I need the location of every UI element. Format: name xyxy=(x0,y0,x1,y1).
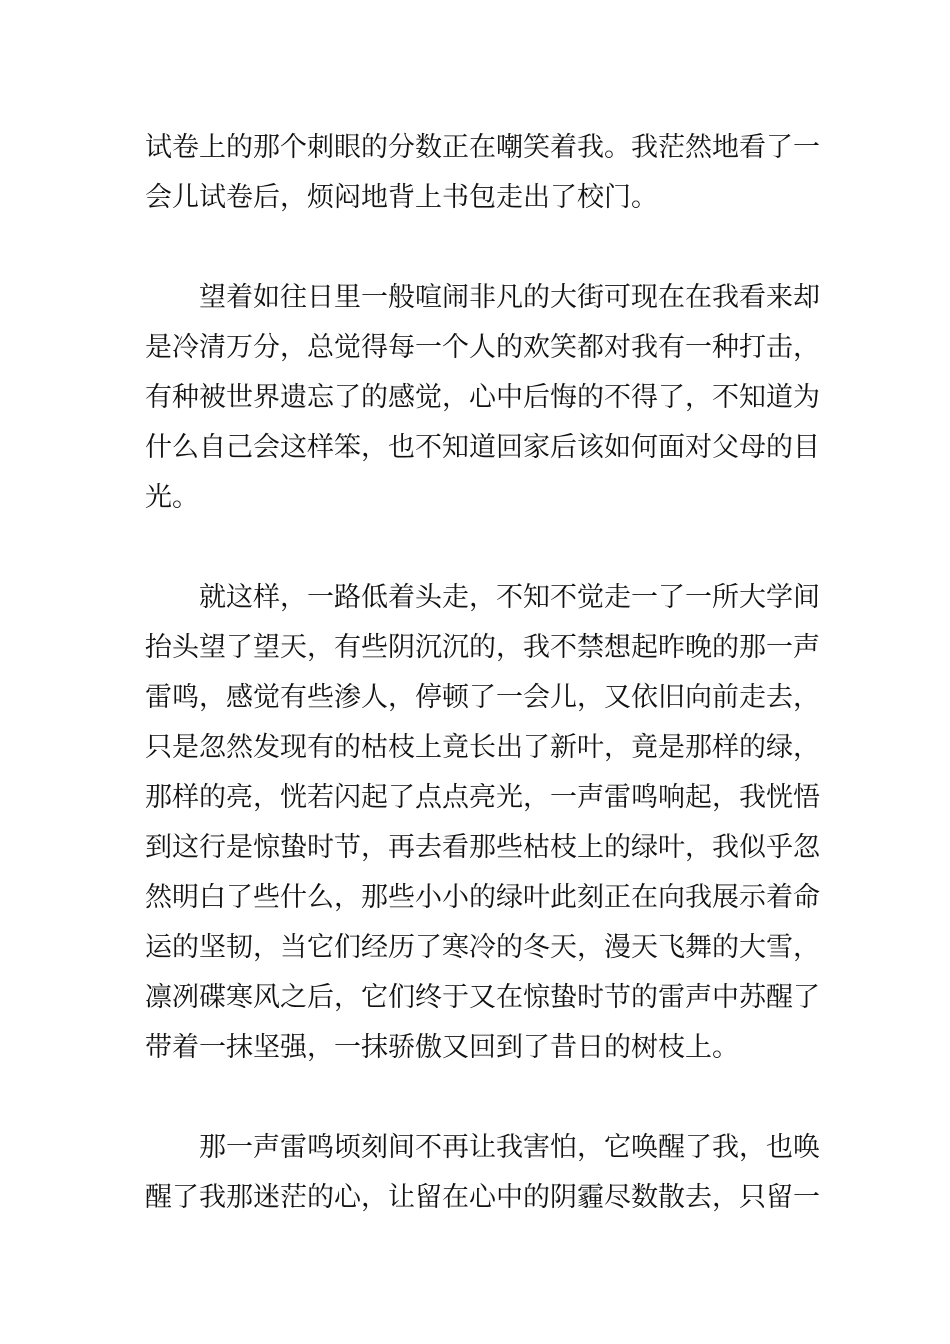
paragraph-1-line-1: 试卷上的那个刺眼的分数正在嘲笑着我。我茫然地看了一 xyxy=(145,132,820,163)
paragraph-1-line-2: 会儿试卷后，烦闷地背上书包走出了校门。 xyxy=(145,182,658,213)
paragraph-2-line-1: 望着如往日里一般喧闹非凡的大街可现在在我看来却 xyxy=(199,282,820,313)
paragraph-2-line-2: 是冷清万分，总觉得每一个人的欢笑都对我有一种打击， xyxy=(145,332,820,363)
paragraph-3-line-1: 就这样，一路低着头走，不知不觉走一了一所大学间 xyxy=(199,582,820,613)
paragraph-4-line-2: 醒了我那迷茫的心，让留在心中的阴霾尽数散去，只留一 xyxy=(145,1182,820,1213)
paragraph-3-line-6: 到这行是惊蛰时节，再去看那些枯枝上的绿叶，我似乎忽 xyxy=(145,832,820,863)
paragraph-2-line-3: 有种被世界遗忘了的感觉，心中后悔的不得了，不知道为 xyxy=(145,382,820,413)
paragraph-3-line-9: 凛冽碟寒风之后，它们终于又在惊蛰时节的雷声中苏醒了 xyxy=(145,982,820,1013)
document-page xyxy=(145,123,820,1223)
paragraph-3-line-7: 然明白了些什么，那些小小的绿叶此刻正在向我展示着命 xyxy=(145,882,820,913)
paragraph-3 xyxy=(145,573,820,1073)
paragraph-4 xyxy=(145,1123,820,1223)
paragraph-3-line-2: 抬头望了望天，有些阴沉沉的，我不禁想起昨晚的那一声 xyxy=(145,632,820,663)
paragraph-2-line-5: 光。 xyxy=(145,482,199,513)
paragraph-2-line-4: 什么自己会这样笨，也不知道回家后该如何面对父母的目 xyxy=(145,432,820,463)
paragraph-3-line-5: 那样的亮，恍若闪起了点点亮光，一声雷鸣响起，我恍悟 xyxy=(145,782,820,813)
paragraph-3-line-10: 带着一抹坚强，一抹骄傲又回到了昔日的树枝上。 xyxy=(145,1032,739,1063)
paragraph-1 xyxy=(145,123,820,223)
paragraph-gap xyxy=(145,523,810,573)
paragraph-3-line-8: 运的坚韧，当它们经历了寒冷的冬天，漫天飞舞的大雪， xyxy=(145,932,820,963)
paragraph-3-line-4: 只是忽然发现有的枯枝上竟长出了新叶，竟是那样的绿， xyxy=(145,732,820,763)
paragraph-gap xyxy=(145,1073,810,1123)
paragraph-2 xyxy=(145,273,820,523)
paragraph-gap xyxy=(145,223,810,273)
paragraph-4-line-1: 那一声雷鸣顷刻间不再让我害怕，它唤醒了我，也唤 xyxy=(199,1132,820,1163)
paragraph-3-line-3: 雷鸣，感觉有些渗人，停顿了一会儿，又依旧向前走去， xyxy=(145,682,820,713)
